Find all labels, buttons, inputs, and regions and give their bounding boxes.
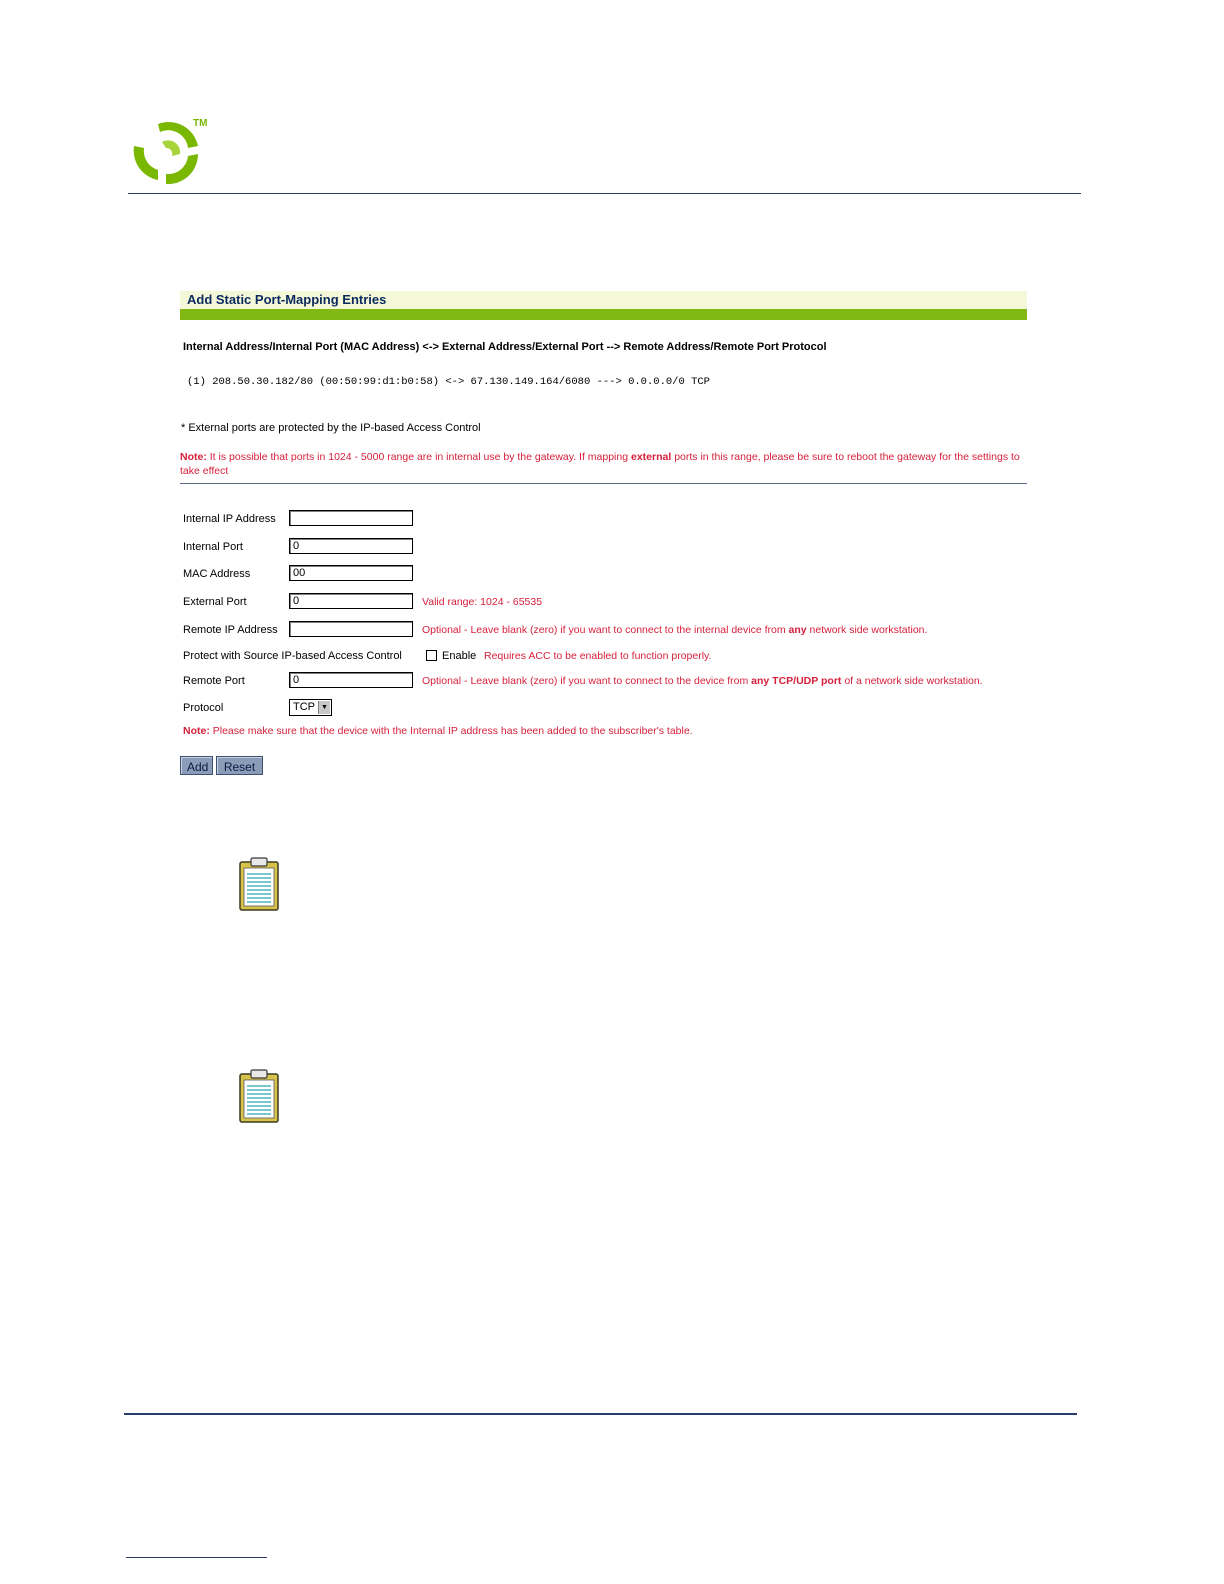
note-text: It is possible that ports in 1024 - 5000 range are in internal use by the gateway. If mapping xyxy=(206,451,631,463)
add-button[interactable]: Add xyxy=(180,756,213,775)
remote-ip-label: Remote IP Address xyxy=(183,624,278,636)
mapping-entry: (1) 208.50.30.182/80 (00:50:99:d1:b0:58) <-> 67.130.149.164/6080 ---> 0.0.0.0/0 TCP xyxy=(187,376,710,388)
hint-text: Optional - Leave blank (zero) if you want to connect to the device from xyxy=(422,675,752,687)
section-divider xyxy=(180,483,1027,484)
enable-acc-checkbox[interactable] xyxy=(426,650,437,661)
external-port-hint: Valid range: 1024 - 65535 xyxy=(422,596,543,608)
hint-emphasis: any xyxy=(788,624,807,636)
external-port-input[interactable] xyxy=(289,593,413,609)
footnote-divider xyxy=(126,1557,267,1558)
note-prefix: Note: xyxy=(183,725,210,737)
header-divider xyxy=(128,193,1081,194)
protocol-selected-value: TCP xyxy=(293,701,315,713)
protect-acc-label: Protect with Source IP-based Access Control xyxy=(183,650,402,662)
panel-title: Add Static Port-Mapping Entries xyxy=(180,291,1027,309)
clipboard-note-icon xyxy=(238,1068,280,1124)
note-text: Please make sure that the device with the Internal IP address has been added to the subscriber's table. xyxy=(209,725,693,737)
protocol-select[interactable] xyxy=(289,699,332,716)
note-prefix: Note: xyxy=(180,451,207,463)
chevron-down-icon[interactable]: ▼ xyxy=(318,701,330,714)
mac-address-label: MAC Address xyxy=(183,568,251,580)
internal-port-label: Internal Port xyxy=(183,541,243,553)
panel-header xyxy=(180,291,1027,320)
reset-button[interactable]: Reset xyxy=(216,756,263,775)
acc-protection-note: * External ports are protected by the IP-based Access Control xyxy=(181,422,481,434)
hint-text: network side workstation. xyxy=(806,624,928,636)
enable-acc-label[interactable]: Enable xyxy=(442,650,477,662)
hint-text: of a network side workstation. xyxy=(841,675,983,687)
external-port-label: External Port xyxy=(183,596,247,608)
internal-port-input[interactable] xyxy=(289,538,413,554)
footer-divider xyxy=(124,1413,1077,1415)
trademark-mark: TM xyxy=(193,118,208,129)
internal-ip-label: Internal IP Address xyxy=(183,513,276,525)
hint-text: Optional - Leave blank (zero) if you want to connect to the internal device from xyxy=(422,624,789,636)
note-emphasis: external xyxy=(631,451,672,463)
protect-acc-hint: Requires ACC to be enabled to function properly. xyxy=(484,650,712,662)
remote-port-input[interactable] xyxy=(289,672,413,688)
remote-ip-hint xyxy=(422,624,927,636)
mapping-list-header: Internal Address/Internal Port (MAC Address) <-> External Address/External Port --> Remote Address/Remote Port Protocol xyxy=(183,341,827,353)
remote-ip-input[interactable] xyxy=(289,621,413,637)
panel-title-bar xyxy=(180,309,1027,320)
mac-address-input[interactable] xyxy=(289,565,413,581)
clipboard-note-icon xyxy=(238,856,280,912)
port-range-note xyxy=(180,450,1030,478)
subscriber-table-note xyxy=(183,725,693,737)
hint-emphasis: any TCP/UDP port xyxy=(751,675,842,687)
internal-ip-input[interactable] xyxy=(289,510,413,526)
protocol-label: Protocol xyxy=(183,702,224,714)
remote-port-hint xyxy=(422,675,983,687)
note-text: ports in this range, please be sure to reboot the gateway for the settings to take effect xyxy=(180,451,1020,477)
remote-port-label: Remote Port xyxy=(183,675,245,687)
